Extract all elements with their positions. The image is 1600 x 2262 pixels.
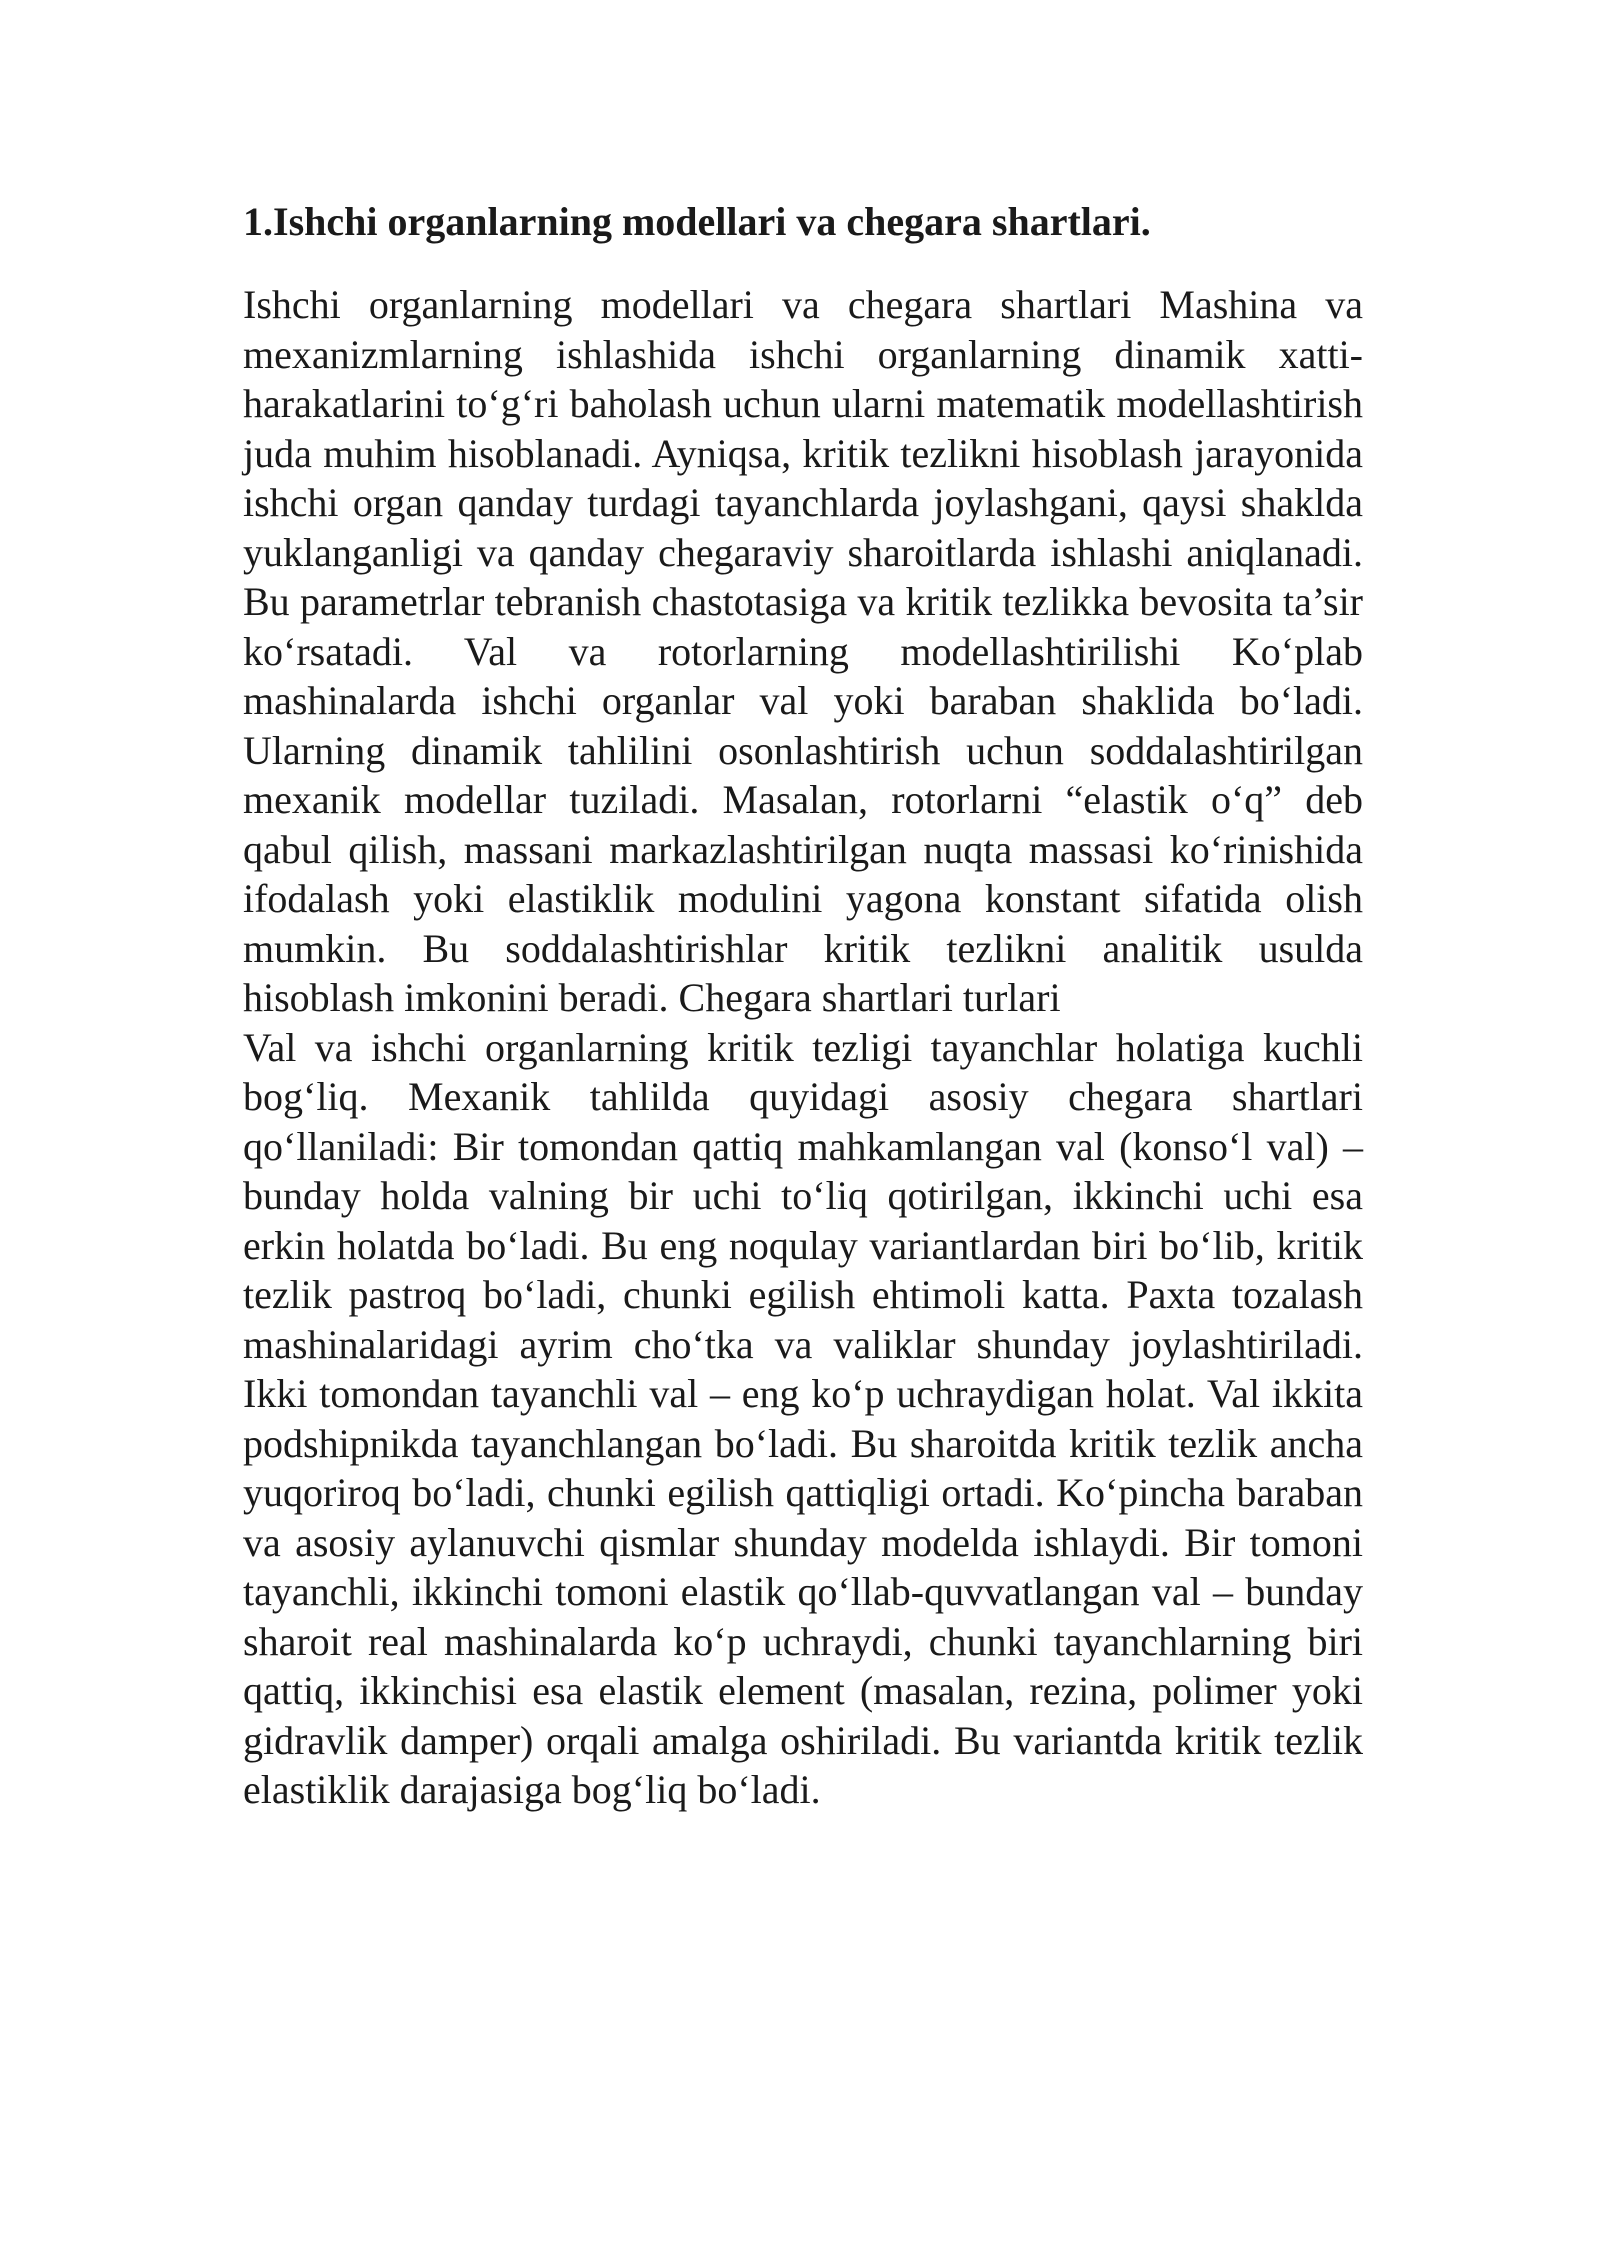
paragraph-boundary-conditions: Val va ishchi organlarning kritik tezligi tayanchlar holatiga kuchli bog‘liq. Mexanik tahlilda quyidagi asosiy chegara shartlari qo‘llaniladi: Bir tomondan qattiq mahkamlangan val (konso‘l val) – bunday holda valning bir uchi to‘liq qotirilgan, ikkinchi uchi esa erkin holatda bo‘ladi. Bu eng noqulay variantlardan biri bo‘lib, kritik tezlik pastroq bo‘ladi, chunki egilish ehtimoli katta. Paxta tozalash mashinalaridagi ayrim cho‘tka va valiklar shunday joylashtiriladi. Ikki tomondan tayanchli val – eng ko‘p uchraydigan holat. Val ikkita podshipnikda tayanchlangan bo‘ladi. Bu sharoitda kritik tezlik ancha yuqoriroq bo‘ladi, chunki egilish qattiqligi ortadi. Ko‘pincha baraban va asosiy aylanuvchi qismlar shunday modelda ishlaydi. Bir tomoni tayanchli, ikkinchi tomoni elastik qo‘llab-quvvatlangan val – bunday sharoit real mashinalarda ko‘p uchraydi, chunki tayanchlarning biri qattiq, ikkinchisi esa elastik element (masalan, rezina, polimer yoki gidravlik damper) orqali amalga oshiriladi. Bu variantda kritik tezlik elastiklik darajasiga bog‘liq bo‘ladi. xyxy=(243,1024,1363,1812)
document-page xyxy=(243,192,1363,1815)
section-heading: 1.Ishchi organlarning modellari va chegara shartlari. xyxy=(243,199,1151,244)
paragraph-models: Ishchi organlarning modellari va chegara shartlari Mashina va mexanizmlarning ishlashida ishchi organlarning dinamik xatti-harakatlarini to‘g‘ri baholash uchun ularni matematik modellashtirish juda muhim hisoblanadi. Ayniqsa, kritik tezlikni hisoblash jarayonida ishchi organ qanday turdagi tayanchlarda joylashgani, qaysi shaklda yuklanganligi va qanday chegaraviy sharoitlarda ishlashi aniqlanadi. Bu parametrlar tebranish chastotasiga va kritik tezlikka bevosita ta’sir ko‘rsatadi. Val va rotorlarning modellashtirilishi Ko‘plab mashinalarda ishchi organlar val yoki baraban shaklida bo‘ladi. Ularning dinamik tahlilini osonlashtirish uchun soddalashtirilgan mexanik modellar tuziladi. Masalan, rotorlarni “elastik o‘q” deb qabul qilish, massani markazlashtirilgan nuqta massasi ko‘rinishida ifodalash yoki elastiklik modulini yagona konstant sifatida olish mumkin. Bu soddalashtirishlar kritik tezlikni analitik usulda hisoblash imkonini beradi. Chegara shartlari turlari xyxy=(243,282,1363,1020)
